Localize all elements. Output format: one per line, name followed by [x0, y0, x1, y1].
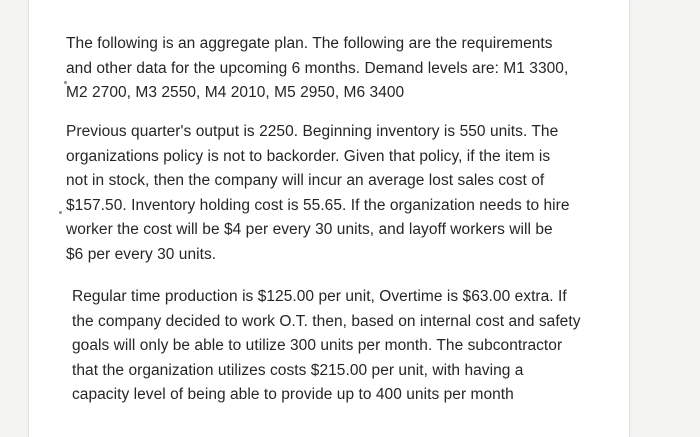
text-line: $157.50. Inventory holding cost is 55.65. If the organization needs to hire	[66, 196, 570, 214]
text-line: worker the cost will be $4 per every 30 units, and layoff workers will be	[66, 221, 553, 238]
text-line: goals will only be able to utilize 300 units per month. The subcontractor	[72, 337, 563, 354]
stray-mark	[59, 211, 62, 214]
paragraph-production	[72, 285, 632, 408]
paragraph-costs	[66, 120, 626, 267]
document-page	[28, 0, 630, 437]
text-line: The following is an aggregate plan. The following are the requirements	[66, 35, 553, 52]
paragraph-demand	[66, 32, 626, 106]
text-line: that the organization utilizes costs $215.00 per unit, with having a	[72, 361, 524, 379]
text-line: not in stock, then the company will incur an average lost sales cost of	[66, 172, 545, 189]
text-line: M2 2700, M3 2550, M4 2010, M5 2950, M6 3400	[66, 84, 405, 101]
text-line: Previous quarter's output is 2250. Beginning inventory is 550 units. The	[66, 123, 559, 140]
text-line: organizations policy is not to backorder. Given that policy, if the item is	[66, 147, 551, 165]
text-line: capacity level of being able to provide up to 400 units per month	[72, 386, 514, 403]
text-line: and other data for the upcoming 6 months. Demand levels are: M1 3300,	[66, 59, 569, 77]
text-line: $6 per every 30 units.	[66, 245, 217, 263]
text-line: Regular time production is $125.00 per unit, Overtime is $63.00 extra. If	[72, 288, 567, 305]
text-line: the company decided to work O.T. then, based on internal cost and safety	[72, 312, 581, 330]
